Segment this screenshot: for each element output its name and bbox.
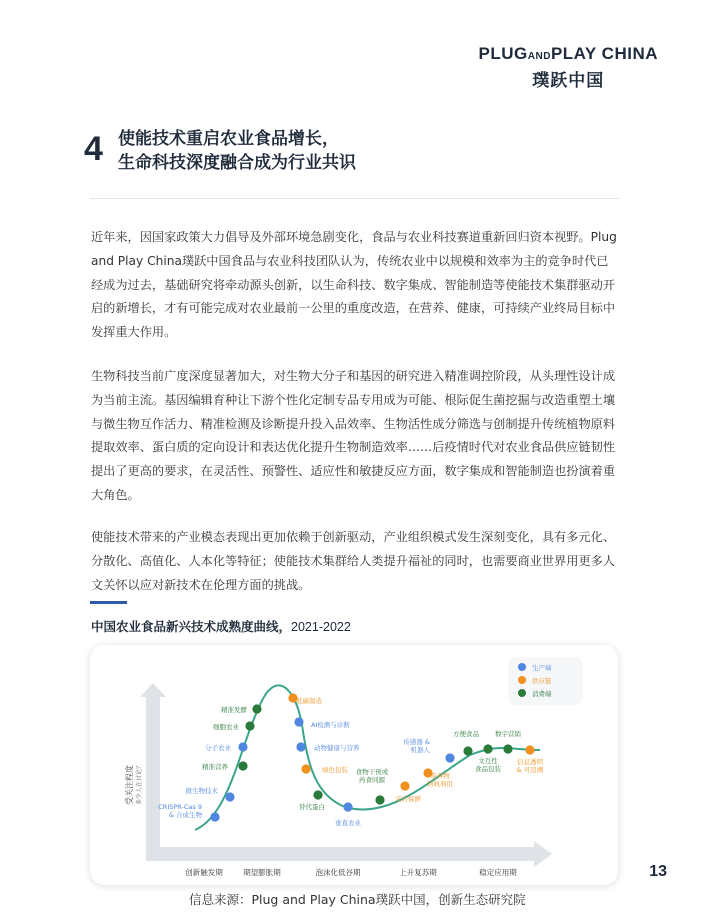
chart-point	[245, 721, 254, 730]
chart-title: 中国农业食品新兴技术成熟度曲线，2021-2022	[91, 619, 351, 634]
legend-marker	[518, 663, 526, 671]
chart-point	[210, 812, 219, 821]
chart-point-label: 文互性	[478, 757, 498, 765]
chart-point	[375, 795, 384, 804]
chart-point-label: 低碳制造	[296, 697, 322, 705]
chart-point	[343, 802, 352, 811]
chart-point-label: & 可追溯	[516, 766, 544, 774]
chart-point	[400, 781, 409, 790]
legend-marker	[518, 689, 526, 697]
chart-point-label: 细胞农业	[213, 723, 239, 731]
chart-point-label: & 合成生物	[168, 811, 202, 819]
paragraph-2: 生物科技当前广度深度显著加大，对生物大分子和基因的研究进入精准调控阶段，从头理性设计成为当前主流。基因编辑育种让下游个性化定制专品专用成为可能、根际促生菌挖掘与改造重塑土壤与微生物互作活力、精准检测及诊断提升投入品效率、生物活性成分筛选与创制提升传统植物原料提取效率、蛋白质的定向设计和表达优化提升生物制造效率……后疫情时代对农业食品供应链韧性提出了更高的要求，在灵活性、预警性、适应性和敏捷反应方面，数字集成和智能制造也扮演着重大角色。	[91, 369, 616, 502]
phase-label: 稳定应用期	[479, 868, 517, 877]
page-number: 13	[649, 863, 667, 880]
section-title	[118, 127, 356, 175]
phase-label: 泡沫化低谷期	[315, 868, 361, 877]
chart-point-label: AI检测与诊断	[311, 721, 350, 729]
y-axis	[140, 683, 166, 855]
chart-point-label: 精准发酵	[221, 706, 247, 714]
legend-label: 生产端	[532, 664, 552, 672]
chart-point	[252, 704, 261, 713]
chart-point-label: 药食同源	[359, 776, 385, 784]
chart-point-label: CRISPR-Cas 9	[158, 803, 202, 811]
chart-point	[225, 792, 234, 801]
logo-english: PLUGANDPLAY CHINA	[478, 44, 658, 63]
chart-point	[301, 764, 310, 773]
chart-point	[238, 742, 247, 751]
chart-point-label: 分子农业	[205, 744, 231, 752]
chart-point	[296, 742, 305, 751]
legend-label: 消费端	[532, 690, 552, 698]
y-axis-label: 受关注程度	[125, 765, 134, 805]
y-axis-sublabel: 多少人在讨论？	[136, 762, 143, 805]
source-note: 信息来源：Plug and Play China璞跃中国，创新生态研究院	[189, 892, 526, 907]
chart-point-label: 数字营销	[495, 730, 521, 738]
chart-point-label: 食物干预或	[355, 768, 389, 776]
section-title-line2: 生命科技深度融合成为行业共识	[118, 153, 356, 173]
chart-point-label: 垂直农业	[335, 819, 361, 827]
divider	[90, 198, 620, 199]
paragraph-3: 使能技术带来的产业模态表现出更加依赖于创新驱动，产业组织模式发生深刻变化，具有多元化、分散化、高值化、人本化等特征；使能技术集群给人类提升福祉的同时，也需要商业世界用更多人文关怀以应对新技术在伦理方面的挑战。	[91, 530, 616, 592]
chart-point-label: 食品包装	[475, 765, 501, 773]
chart-point-label: 回收利用	[427, 780, 453, 788]
chart-point	[525, 745, 534, 754]
chart-point	[238, 761, 247, 770]
chart-points	[158, 693, 544, 827]
chart-point-label: 精准营养	[202, 763, 228, 771]
hype-cycle-chart	[90, 645, 618, 885]
chart-point	[445, 753, 454, 762]
paragraph-1: 近年来，因国家政策大力倡导及外部环境急剧变化，食品与农业科技赛道重新回归资本视野。Plug and Play China璞跃中国食品与农业科技团队认为，传统农业中以规模和效率为主的竞争时代已经成为过去，基础研究将牵动源头创新，以生命科技、数字集成、智能制造等使能技术集群驱动开启的新增长，才有可能完成对农业最前一公里的重度改造，在营养、健康，可持续产业终局目标中发挥重大作用。	[91, 230, 617, 340]
hype-cycle-chart-card	[90, 645, 618, 885]
chart-point-label: 信息透明	[517, 758, 543, 766]
phase-label: 期望膨胀期	[243, 868, 281, 877]
chart-point	[294, 717, 303, 726]
chart-point-label: 微生物技术	[185, 787, 218, 795]
legend-marker	[518, 676, 526, 684]
chart-point-label: 动物健康与营养	[314, 744, 360, 752]
section-title-line1: 使能技术重启农业食品增长，	[118, 129, 339, 149]
chart-point-label: 废弃物	[430, 772, 450, 780]
chart-point-label: 机器人	[410, 746, 430, 754]
section-number: 4	[84, 130, 103, 168]
chart-point	[483, 744, 492, 753]
accent-bar	[90, 601, 127, 604]
logo-chinese: 璞跃中国	[532, 71, 605, 91]
x-axis	[146, 841, 552, 867]
legend	[508, 657, 583, 705]
legend-label: 供应链	[532, 677, 552, 685]
chart-point-label: 绿色包装	[322, 766, 348, 774]
chart-point	[313, 790, 322, 799]
chart-point-label: 方便食品	[453, 730, 479, 738]
chart-point	[463, 746, 472, 755]
brand-logo	[479, 44, 658, 91]
chart-point	[503, 744, 512, 753]
chart-point-label: 传感器 &	[403, 738, 430, 746]
phase-label: 上升复苏期	[399, 868, 437, 877]
chart-point-label: 替代蛋白	[299, 803, 325, 811]
phase-label: 创新触发期	[185, 868, 223, 877]
phase-labels	[185, 867, 517, 877]
chart-point-label: 采后保鲜	[395, 795, 421, 803]
